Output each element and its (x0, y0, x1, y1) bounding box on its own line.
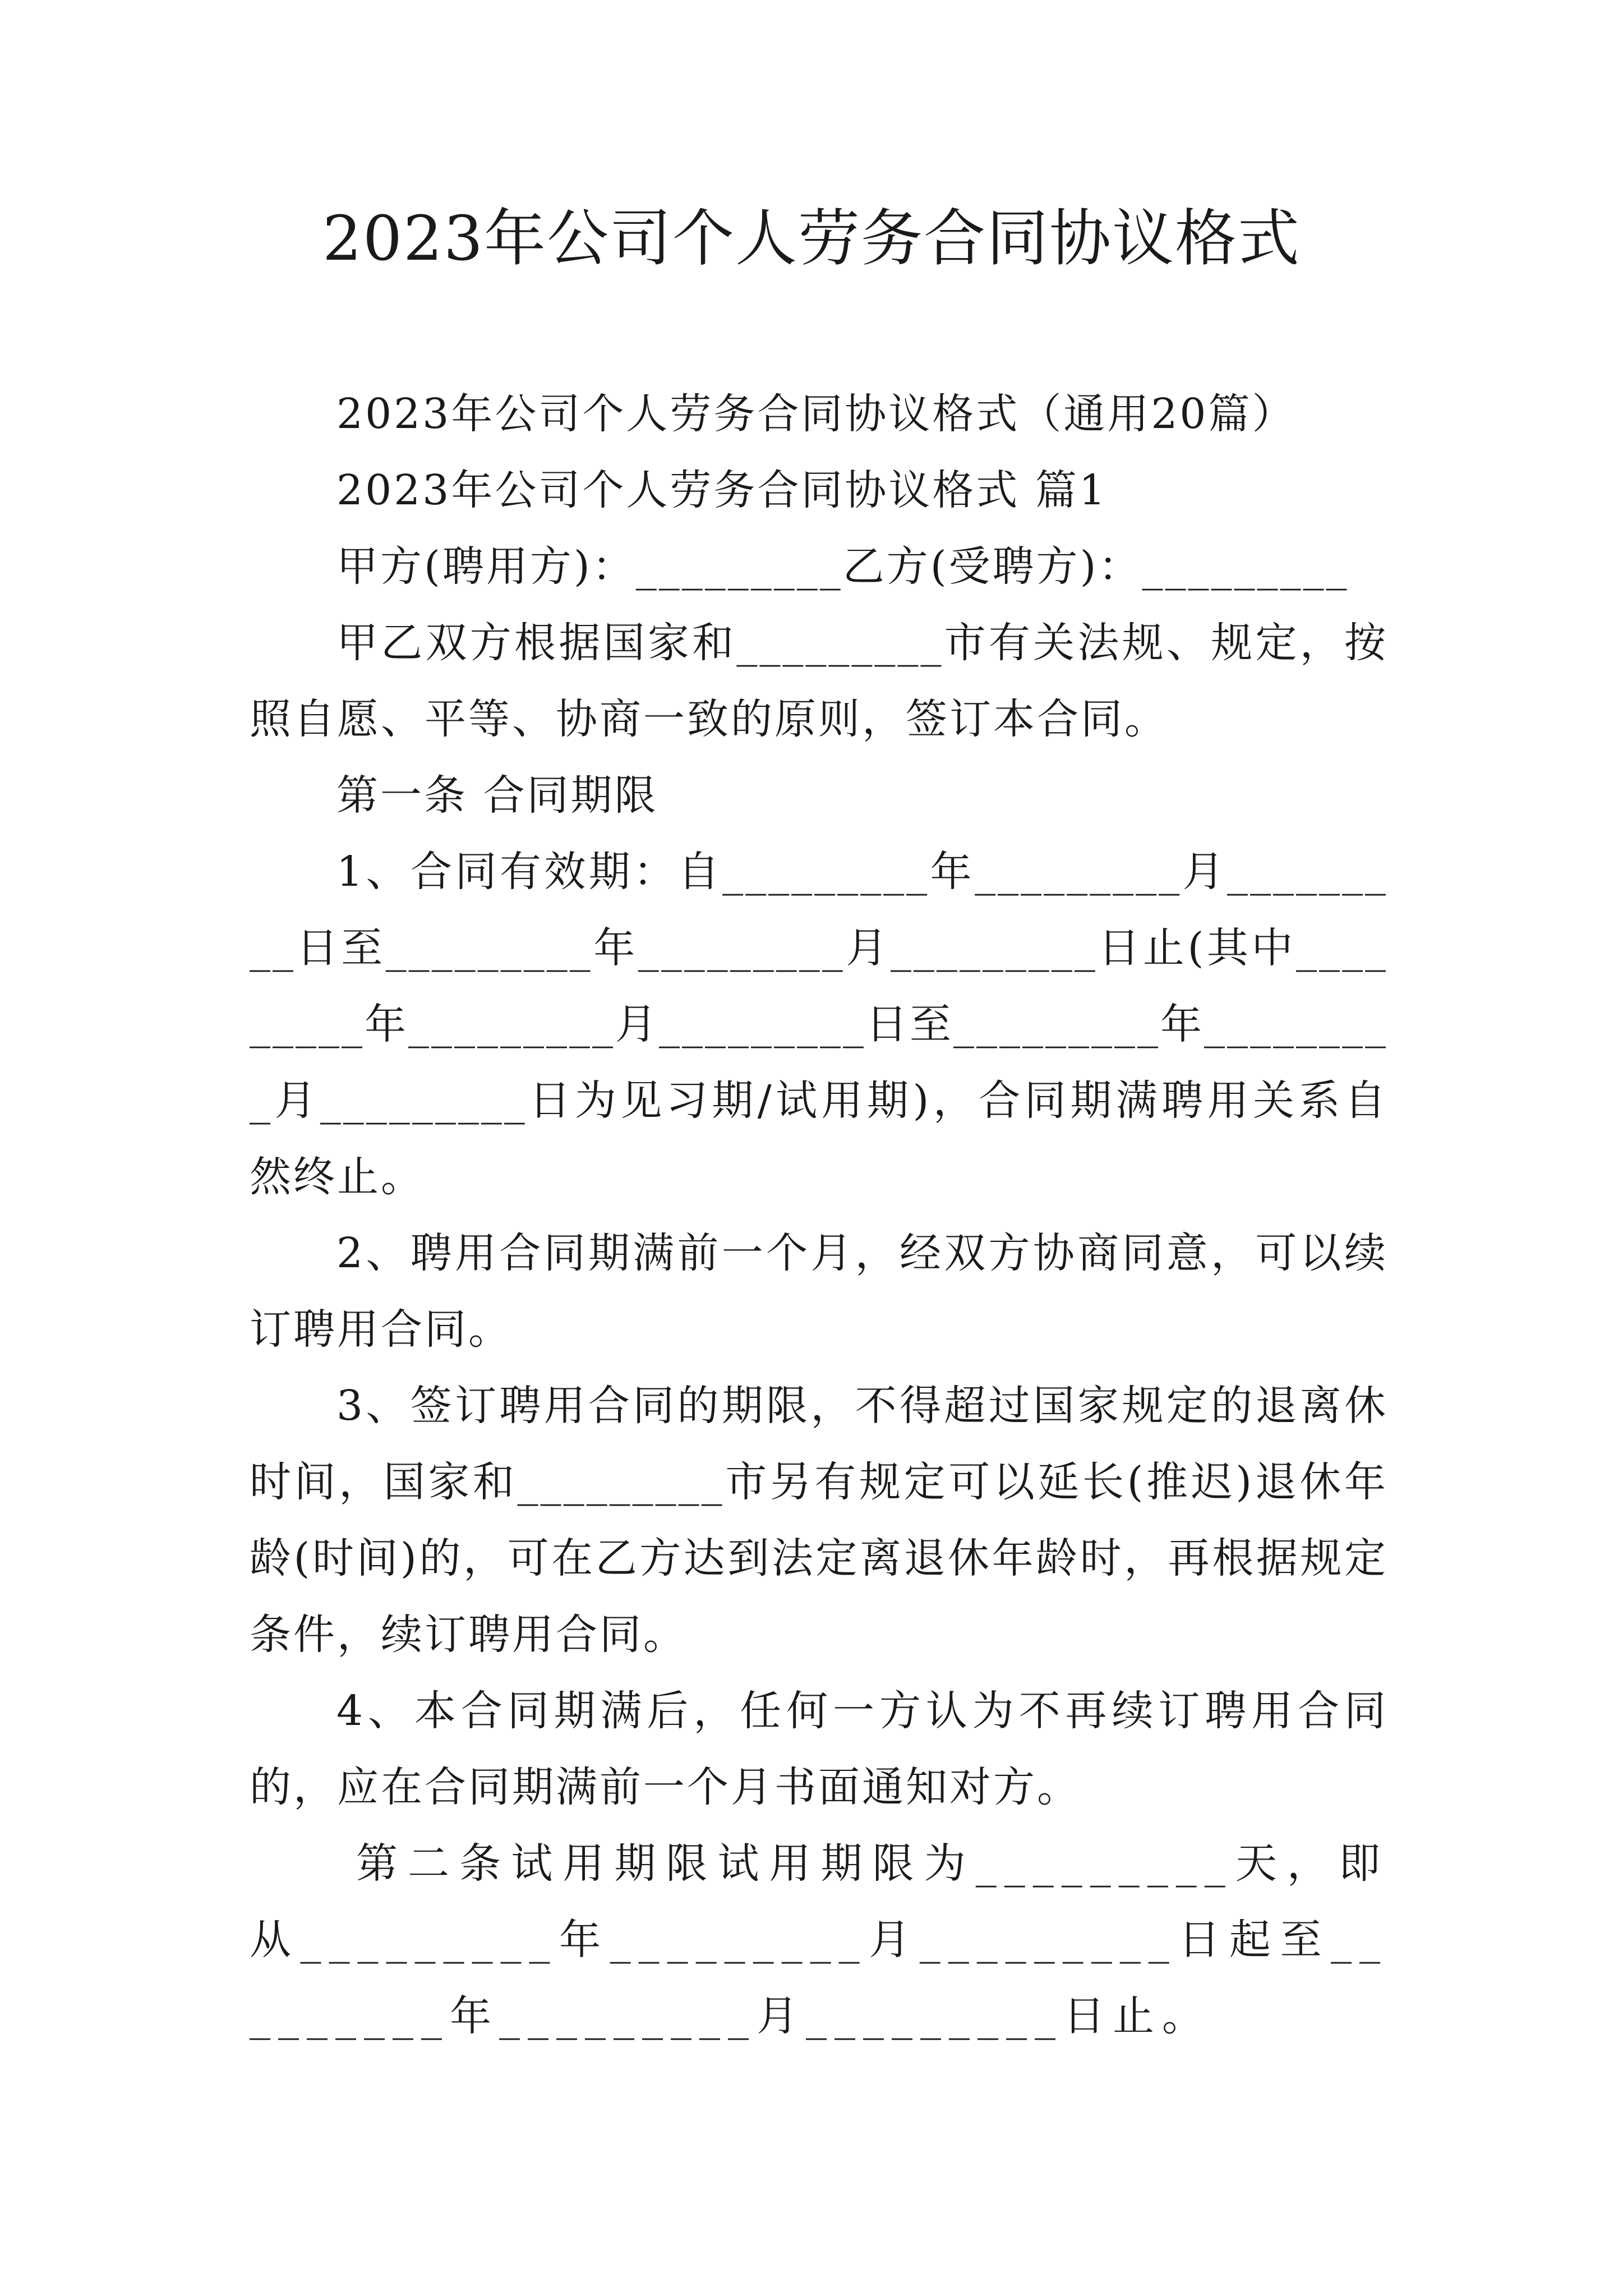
paragraph-section-heading: 2023年公司个人劳务合同协议格式 篇1 (336, 466, 1108, 514)
paragraph-clause-2: 2、聘用合同期满前一个月，经双方协商同意，可以续订聘用合同。 (250, 1229, 1388, 1354)
paragraph-clause-3: 3、签订聘用合同的期限，不得超过国家规定的退离休时间，国家和_________市另有规定可以延长(推迟)退休年龄(时间)的，可在乙方达到法定离退休年龄时，再根据规定条件，续订聘用合同。 (250, 1382, 1388, 1659)
paragraph-clause-4: 4、本合同期满后，任何一方认为不再续订聘用合同的，应在合同期满前一个月书面通知对方。 (250, 1687, 1388, 1811)
paragraph-article-1-heading: 第一条 合同期限 (336, 771, 658, 820)
paragraph-clause-1: 1、合同有效期：自_________年_________月_________日至_________年_________月_________日止(其中_________年_________月_________日至_________年_________月_________日为见习期/试用期)，合同期满聘用关系自然终止。 (250, 848, 1388, 1201)
paragraph-parties: 甲方(聘用方)：_________乙方(受聘方)：_________ (336, 542, 1349, 591)
document-title: 2023年公司个人劳务合同协议格式 (322, 203, 1301, 274)
document-body (250, 376, 1388, 2054)
paragraph-article-2: 第二条试用期限试用期限为_________天，即从_________年_________月_________日起至_________年_________月_________日止。 (250, 1839, 1388, 2040)
paragraph-preamble: 甲乙双方根据国家和_________市有关法规、规定，按照自愿、平等、协商一致的原则，签订本合同。 (250, 619, 1388, 743)
paragraph-subtitle: 2023年公司个人劳务合同协议格式（通用20篇） (336, 390, 1296, 438)
